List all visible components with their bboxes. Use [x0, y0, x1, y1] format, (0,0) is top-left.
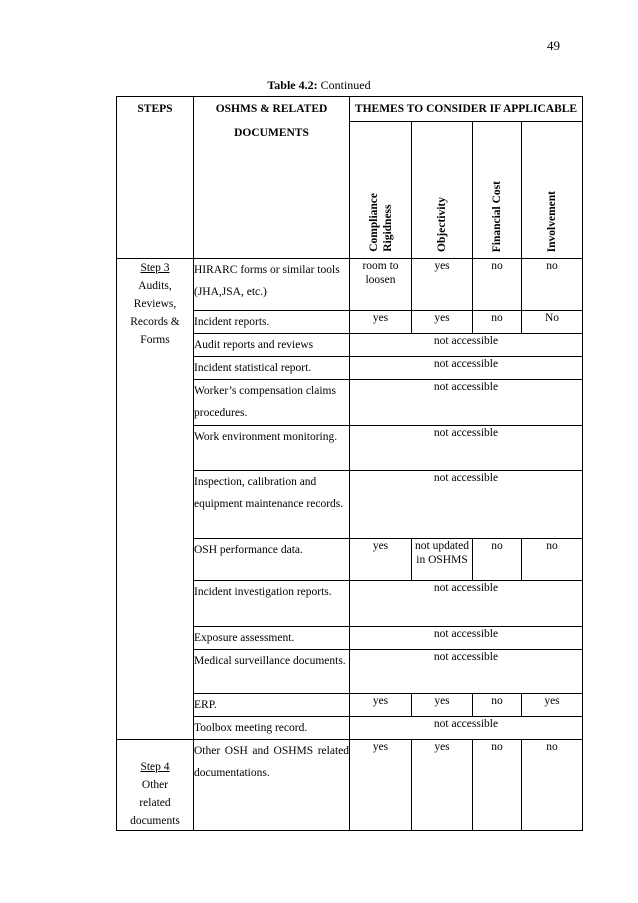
objectivity-cell: yes — [412, 311, 473, 334]
steps-header: STEPS — [117, 97, 194, 259]
compliance-label-2: Rigidness — [381, 204, 394, 252]
compliance-header — [350, 122, 412, 259]
document-cell: Audit reports and reviews — [194, 334, 350, 357]
objectivity-cell: yes — [412, 694, 473, 717]
access-status-cell: not accessible — [350, 650, 583, 694]
step-desc: Audits, Reviews, Records & Forms — [130, 280, 180, 346]
document-cell: Inspection, calibration and equipment maintenance records. — [194, 471, 350, 539]
involvement-cell: yes — [522, 694, 583, 717]
document-cell: Exposure assessment. — [194, 627, 350, 650]
document-cell: Work environment monitoring. — [194, 426, 350, 471]
involvement-cell: no — [522, 539, 583, 581]
objectivity-label: Objectivity — [436, 197, 448, 252]
themes-table — [116, 96, 583, 831]
access-status-cell: not accessible — [350, 334, 583, 357]
access-status-cell: not accessible — [350, 357, 583, 380]
documents-header: OSHMS & RELATED DOCUMENTS — [194, 97, 350, 259]
compliance-cell: room to loosen — [350, 259, 412, 311]
document-cell: Worker’s compensation claims procedures. — [194, 380, 350, 426]
document-cell: Incident reports. — [194, 311, 350, 334]
financial-cell: no — [473, 259, 522, 311]
financial-cost-label: Financial Cost — [491, 180, 503, 252]
objectivity-cell: yes — [412, 259, 473, 311]
header-row — [117, 97, 583, 122]
document-cell: HIRARC forms or similar tools (JHA,JSA, etc.) — [194, 259, 350, 311]
involvement-cell: No — [522, 311, 583, 334]
document-cell: Incident statistical report. — [194, 357, 350, 380]
table-row — [117, 259, 583, 311]
step-title: Step 4 — [140, 761, 170, 773]
financial-cell: no — [473, 311, 522, 334]
document-cell: Other OSH and OSHMS related documentations. — [194, 740, 350, 831]
involvement-label: Involvement — [546, 190, 558, 252]
objectivity-cell: not updated in OSHMS — [412, 539, 473, 581]
involvement-header — [522, 122, 583, 259]
document-cell: Medical surveillance documents. — [194, 650, 350, 694]
access-status-cell: not accessible — [350, 380, 583, 426]
access-status-cell: not accessible — [350, 627, 583, 650]
compliance-cell: yes — [350, 694, 412, 717]
access-status-cell: not accessible — [350, 717, 583, 740]
table-caption — [0, 78, 638, 93]
access-status-cell: not accessible — [350, 471, 583, 539]
compliance-label-1: Compliance — [367, 193, 380, 252]
objectivity-header — [412, 122, 473, 259]
step-desc: Other related documents — [130, 779, 180, 827]
financial-cell: no — [473, 694, 522, 717]
access-status-cell: not accessible — [350, 426, 583, 471]
themes-header: THEMES TO CONSIDER IF APPLICABLE — [350, 97, 583, 122]
caption-label: Table 4.2: — [267, 78, 318, 92]
document-cell: ERP. — [194, 694, 350, 717]
access-status-cell: not accessible — [350, 581, 583, 627]
step-4-cell — [117, 740, 194, 831]
document-cell: Incident investigation reports. — [194, 581, 350, 627]
involvement-cell: no — [522, 259, 583, 311]
document-cell: Toolbox meeting record. — [194, 717, 350, 740]
step-title: Step 3 — [140, 262, 170, 274]
financial-cost-header — [473, 122, 522, 259]
involvement-cell: no — [522, 740, 583, 831]
compliance-cell: yes — [350, 311, 412, 334]
compliance-cell: yes — [350, 539, 412, 581]
page-number: 49 — [547, 38, 560, 53]
financial-cell: no — [473, 539, 522, 581]
financial-cell: no — [473, 740, 522, 831]
table-row — [117, 740, 583, 831]
objectivity-cell: yes — [412, 740, 473, 831]
compliance-cell: yes — [350, 740, 412, 831]
document-cell: OSH performance data. — [194, 539, 350, 581]
step-3-cell — [117, 259, 194, 740]
caption-text: Continued — [317, 78, 371, 92]
